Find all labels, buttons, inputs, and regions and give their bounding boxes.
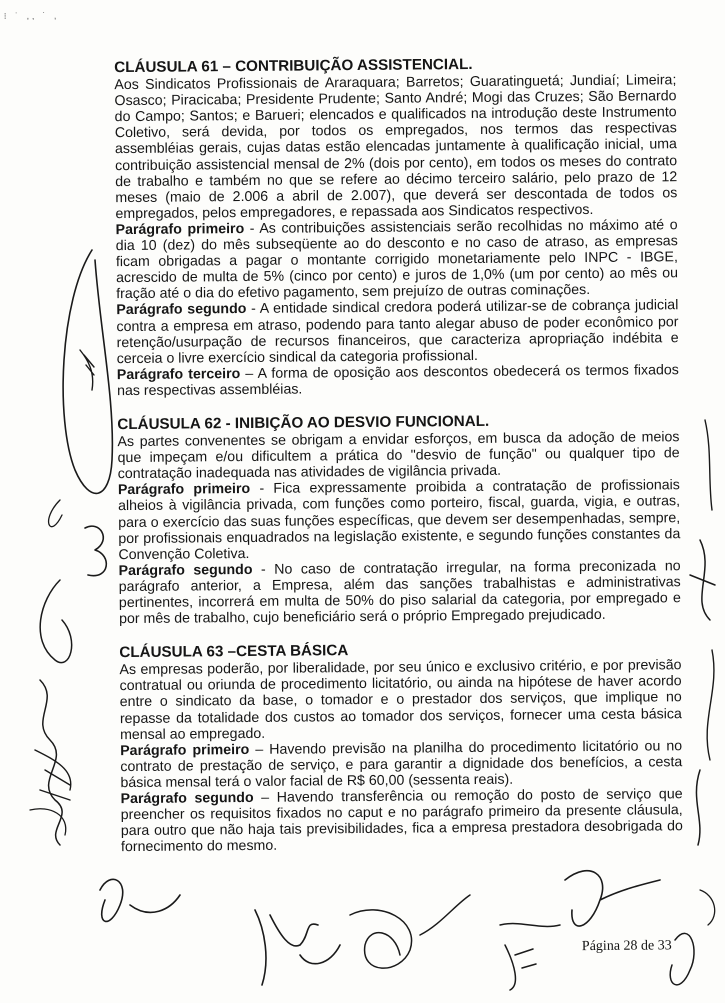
clause-intro: As partes convenentes se obrigam a envidar esforços, em busca da adoção de meios que impeçam e/ou dificultem a prática do "desvio de função" ou qualquer tipo de contratação inadequada nas atividades de vigilância privada.: [117, 429, 680, 483]
paragraph-label: Parágrafo primeiro: [117, 481, 251, 499]
clause-61: [114, 55, 679, 399]
page-number: Página 28 de 33: [581, 938, 672, 955]
clause-heading: CLÁUSULA 61 – CONTRIBUIÇÃO ASSISTENCIAL.: [114, 56, 473, 77]
clause-paragraph: [119, 558, 682, 627]
paragraph-label: Parágrafo segundo: [116, 301, 247, 319]
document-body: [114, 55, 683, 855]
clause-intro: As empresas poderão, por liberalidade, por seu único e exclusivo critério, e por previsão contratual ou oriunda de procedimento licitatório, ou ainda na hipótese de haver acordo entre o sindicato da base, o tomador e o prestador dos serviços, que implique no repasse da totalidade dos custos ao tomador dos serviços, fornecer uma cesta básica mensal ao empregado.: [119, 657, 682, 743]
clause-paragraph: [116, 298, 679, 367]
paragraph-text: – Havendo previsão na planilha do procedimento licitatório ou no contrato de prestação de serviço, e para garantir a dignidade dos benefícios, a cesta básica mensal terá o valor facial de R$ 60,00 (sessenta reais).: [120, 737, 683, 792]
paragraph-text: - A entidade sindical credora poderá utilizar-se de cobrança judicial contra a empresa em atraso, podendo para tanto alegar abuso de poder econômico por retenção/usurpação de recursos financeiros, que caracteriza apropriação indébita e cerceia o livre exercício sindical da categoria profissional.: [116, 297, 679, 367]
paragraph-text: - Fica expressamente proibida a contratação de profissionais alheios à vigilância privada, com funções como porteiro, fiscal, guarda, vigia, e outras, para o exercício das suas funções específicas, que devem ser desempenhadas, sempre, por profissionais enquadrados na legislação existente, e segundo funções constantes da Convenção Coletiva.: [117, 477, 681, 563]
clause-62: [117, 412, 681, 627]
paragraph-text: - No caso de contratação irregular, na forma preconizada no parágrafo anterior, a Empresa, além das sanções trabalhistas e administrativas pertinentes, incorrerá em multa de 50% do piso salarial da categoria, por empregado e por mês de trabalho, cujo beneficiário será o próprio Empregado prejudicado.: [118, 558, 681, 628]
paragraph-text: – A forma de oposição aos descontos obedecerá os termos fixados nas respectivas assembléias.: [116, 361, 679, 399]
clause-paragraph: [116, 217, 679, 302]
clause-paragraph: [118, 478, 681, 563]
clause-paragraph: [117, 362, 679, 399]
clause-intro: Aos Sindicatos Profissionais de Araraquara; Barretos; Guaratinguetá; Jundiaí; Limeira; Osasco; Piracicaba; Presidente Prudente; Santo André; Mogi das Cruzes; São Bernardo do Campo; Santos; e Barueri; elencados e qualificados na introdução deste Instrumento Coletivo, será devida, por todos os empregados, nos termos das respectivas assembléias gerais, cujas datas estão elencadas juntamente à qualificação inicial, uma contribuição assistencial mensal de 2% (dois por cento), em todos os meses do contrato de trabalho e também no que se refere ao décimo terceiro salário, pelo prazo de 12 meses (maio de 2.006 a abril de 2.007), que deverá ser descontada de todos os empregados, pelos empregadores, e repassada aos Sindicatos respectivos.: [114, 72, 678, 222]
clause-63: [119, 640, 683, 855]
clause-paragraph: [121, 786, 684, 855]
paragraph-label: Parágrafo segundo: [120, 789, 254, 808]
paragraph-label: Parágrafo primeiro: [115, 220, 245, 239]
paragraph-label: Parágrafo primeiro: [120, 741, 250, 759]
scan-artifact: ⁝ ˙ ,‚ ˙ ‚: [3, 10, 60, 22]
clause-heading: CLÁUSULA 62 - INIBIÇÃO AO DESVIO FUNCIONAL.: [117, 412, 490, 434]
paragraph-text: - As contribuições assistenciais serão recolhidas no máximo até o dia 10 (dez) do mês subseqüente ao do desconto e no caso de atraso, as empresas ficam obrigadas a pagar o montante corrigido monetariamente pelo INPC - IBGE, acrescido de multa de 5% (cinco por cento) e juros de 1,0% (um por cento) ao mês ou fração até o dia do efetivo pagamento, sem prejuízo de outras cominações.: [115, 217, 679, 303]
clause-heading: CLÁUSULA 63 –CESTA BÁSICA: [119, 642, 349, 662]
paragraph-label: Parágrafo segundo: [118, 561, 253, 579]
paragraph-label: Parágrafo terceiro: [116, 365, 241, 383]
clause-paragraph: [120, 738, 682, 791]
paragraph-text: – Havendo transferência ou remoção do posto de serviço que preencher os requisitos fixados no caput e no parágrafo primeiro da presente cláusula, para outro que não haja tais previsibilidades, fica a empresa prestadora desobrigada do fornecimento do mesmo.: [120, 786, 683, 856]
